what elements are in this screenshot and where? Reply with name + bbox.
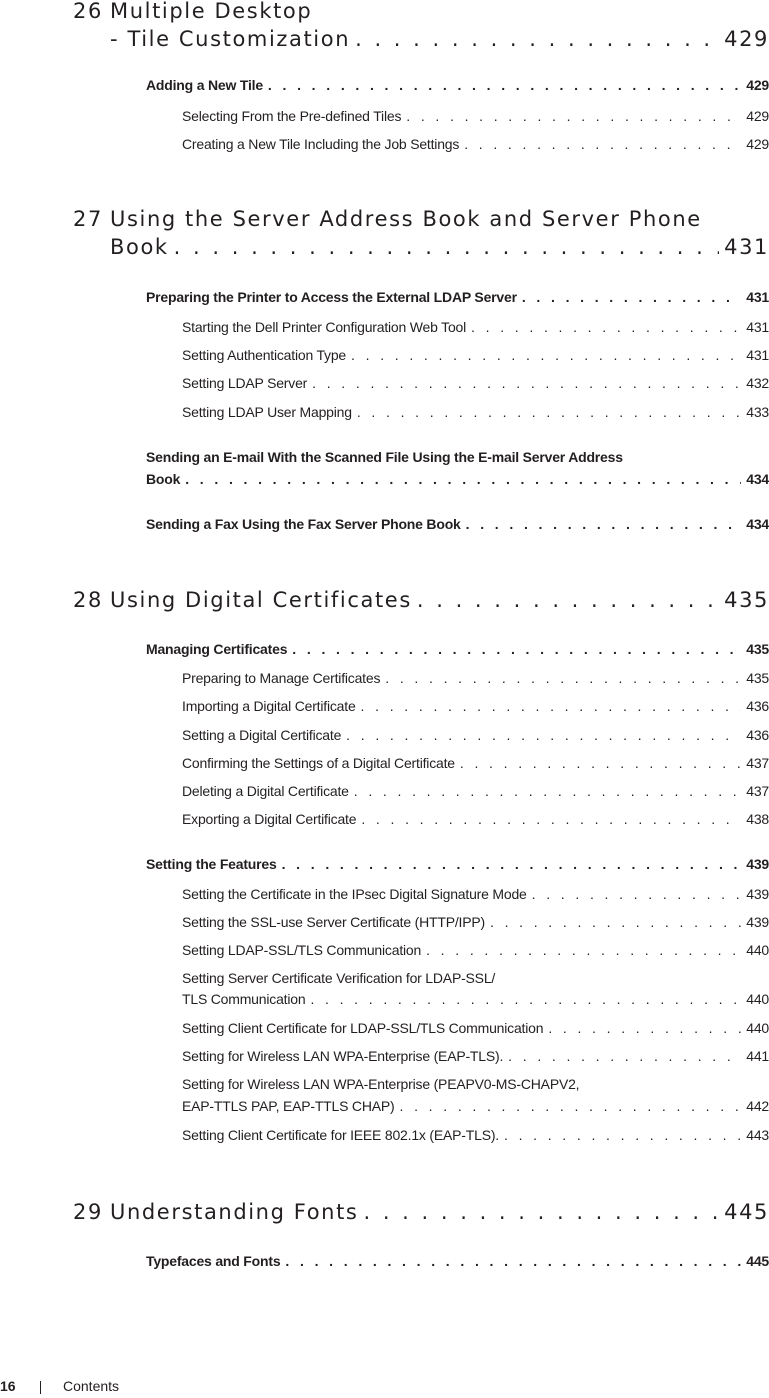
page-number: 429 bbox=[746, 108, 769, 124]
page-number: 443 bbox=[746, 1127, 769, 1143]
toc-subsection-entry[interactable] bbox=[182, 670, 769, 686]
toc-subsection-entry[interactable] bbox=[182, 1127, 769, 1143]
section-title: Managing Certificates bbox=[146, 641, 288, 657]
footer-page-number: 16 bbox=[0, 1378, 16, 1394]
subsection-title: Setting Authentication Type bbox=[182, 347, 347, 363]
page-number: 435 bbox=[746, 670, 769, 686]
page-number: 438 bbox=[746, 811, 769, 827]
toc-chapter-entry[interactable] bbox=[110, 235, 769, 259]
subsection-title: Setting the Certificate in the IPsec Digital Signature Mode bbox=[182, 886, 527, 902]
section-title-line2: Book bbox=[146, 471, 181, 487]
dot-leader bbox=[548, 1020, 741, 1036]
toc-section-entry[interactable] bbox=[146, 77, 769, 93]
dot-leader bbox=[406, 108, 741, 124]
toc-subsection-entry[interactable] bbox=[182, 811, 769, 827]
chapter-number: 27 bbox=[73, 207, 103, 231]
subsection-title: Importing a Digital Certificate bbox=[182, 698, 356, 714]
dot-leader bbox=[185, 471, 741, 487]
page-number: 439 bbox=[746, 886, 769, 902]
toc-subsection-entry[interactable] bbox=[182, 1098, 769, 1114]
toc-subsection-entry[interactable] bbox=[182, 783, 769, 799]
dot-leader bbox=[355, 27, 719, 51]
chapter-title: Understanding Fonts bbox=[110, 1200, 359, 1224]
subsection-title: Setting Client Certificate for LDAP-SSL/TLS Communication bbox=[182, 1020, 544, 1036]
dot-leader bbox=[385, 670, 741, 686]
toc-section-entry[interactable] bbox=[146, 1253, 769, 1269]
section-title: Sending a Fax Using the Fax Server Phone Book bbox=[146, 516, 461, 532]
subsection-title-line1: Setting for Wireless LAN WPA-Enterprise (PEAPV0-MS-CHAPV2, bbox=[182, 1076, 580, 1092]
dot-leader bbox=[285, 1253, 741, 1269]
subsection-title: Creating a New Tile Including the Job Settings bbox=[182, 136, 460, 152]
page-footer bbox=[0, 1378, 300, 1398]
section-title: Adding a New Tile bbox=[146, 77, 263, 93]
subsection-title: Starting the Dell Printer Configuration Web Tool bbox=[182, 319, 467, 335]
dot-leader bbox=[460, 755, 741, 771]
page-number: 431 bbox=[746, 289, 769, 305]
chapter-number: 29 bbox=[73, 1200, 103, 1224]
dot-leader bbox=[351, 347, 741, 363]
toc-subsection-entry[interactable] bbox=[182, 942, 769, 958]
chapter-title: Using Digital Certificates bbox=[110, 588, 412, 612]
subsection-title: Setting LDAP User Mapping bbox=[182, 404, 352, 420]
chapter-title-line1: Using the Server Address Book and Server Phone bbox=[110, 207, 702, 231]
toc-chapter-entry[interactable] bbox=[110, 27, 769, 51]
subsection-title: Preparing to Manage Certificates bbox=[182, 670, 381, 686]
dot-leader bbox=[361, 811, 741, 827]
subsection-title: Selecting From the Pre-defined Tiles bbox=[182, 108, 402, 124]
subsection-title: Setting a Digital Certificate bbox=[182, 727, 342, 743]
toc-chapter-entry[interactable] bbox=[110, 1200, 769, 1224]
toc-subsection-entry[interactable] bbox=[182, 404, 769, 420]
page-number: 437 bbox=[746, 783, 769, 799]
page-number: 431 bbox=[746, 319, 769, 335]
page-number: 437 bbox=[746, 755, 769, 771]
dot-leader bbox=[504, 1127, 741, 1143]
page-number: 434 bbox=[746, 516, 769, 532]
chapter-title-line2: - Tile Customization bbox=[110, 27, 351, 51]
toc-subsection-entry[interactable] bbox=[182, 991, 769, 1007]
page-number: 440 bbox=[746, 942, 769, 958]
page-number: 432 bbox=[746, 375, 769, 391]
subsection-title: Setting LDAP Server bbox=[182, 375, 308, 391]
page-number: 431 bbox=[746, 347, 769, 363]
chapter-title-line2: Book bbox=[110, 235, 169, 259]
dot-leader bbox=[532, 886, 742, 902]
section-title: Preparing the Printer to Access the External LDAP Server bbox=[146, 289, 517, 305]
page-number: 440 bbox=[746, 1020, 769, 1036]
dot-leader bbox=[426, 942, 741, 958]
dot-leader bbox=[471, 319, 741, 335]
page-number: 435 bbox=[724, 588, 769, 612]
subsection-title: Setting Client Certificate for IEEE 802.1x (EAP-TLS). bbox=[182, 1127, 499, 1143]
toc-subsection-entry[interactable] bbox=[182, 1048, 769, 1064]
subsection-title: Deleting a Digital Certificate bbox=[182, 783, 349, 799]
dot-leader bbox=[312, 375, 741, 391]
page-number: 445 bbox=[746, 1253, 769, 1269]
subsection-title: Confirming the Settings of a Digital Certificate bbox=[182, 755, 455, 771]
page-number: 441 bbox=[746, 1048, 769, 1064]
dot-leader bbox=[490, 914, 741, 930]
dot-leader bbox=[292, 641, 741, 657]
dot-leader bbox=[508, 1048, 741, 1064]
dot-leader bbox=[357, 404, 741, 420]
page-number: 429 bbox=[746, 77, 769, 93]
toc-section-entry[interactable] bbox=[146, 856, 769, 872]
toc-subsection-entry[interactable] bbox=[182, 108, 769, 124]
chapter-number: 26 bbox=[73, 0, 103, 23]
dot-leader bbox=[522, 289, 741, 305]
toc-subsection-entry[interactable] bbox=[182, 375, 769, 391]
dot-leader bbox=[268, 77, 741, 93]
chapter-title-line1: Multiple Desktop bbox=[110, 0, 313, 23]
chapter-number: 28 bbox=[73, 588, 103, 612]
dot-leader bbox=[466, 516, 742, 532]
dot-leader bbox=[354, 783, 741, 799]
section-title: Typefaces and Fonts bbox=[146, 1253, 281, 1269]
page-number: 439 bbox=[746, 914, 769, 930]
page-number: 431 bbox=[724, 235, 769, 259]
toc-chapter-entry[interactable] bbox=[110, 588, 769, 612]
section-title: Setting the Features bbox=[146, 856, 277, 872]
page-number: 436 bbox=[746, 698, 769, 714]
dot-leader bbox=[310, 991, 741, 1007]
footer-divider bbox=[40, 1381, 41, 1394]
toc-subsection-entry[interactable] bbox=[182, 914, 769, 930]
toc-subsection-entry[interactable] bbox=[182, 136, 769, 152]
dot-leader bbox=[174, 235, 719, 259]
page-number: 435 bbox=[746, 641, 769, 657]
dot-leader bbox=[400, 1098, 742, 1114]
dot-leader bbox=[346, 727, 741, 743]
section-title-line1: Sending an E-mail With the Scanned File Using the E-mail Server Address bbox=[146, 449, 623, 465]
toc-subsection-entry[interactable] bbox=[182, 319, 769, 335]
subsection-title: Exporting a Digital Certificate bbox=[182, 811, 357, 827]
subsection-title: Setting LDAP-SSL/TLS Communication bbox=[182, 942, 422, 958]
subsection-title-line1: Setting Server Certificate Verification for LDAP-SSL/ bbox=[182, 970, 496, 986]
subsection-title: Setting for Wireless LAN WPA-Enterprise (EAP-TLS). bbox=[182, 1048, 504, 1064]
page-number: 434 bbox=[746, 471, 769, 487]
toc-subsection-entry[interactable] bbox=[182, 886, 769, 902]
page-number: 439 bbox=[746, 856, 769, 872]
toc-section-entry[interactable] bbox=[146, 471, 769, 487]
toc-subsection-entry[interactable] bbox=[182, 727, 769, 743]
dot-leader bbox=[282, 856, 742, 872]
toc-section-entry[interactable] bbox=[146, 289, 769, 305]
dot-leader bbox=[361, 698, 742, 714]
subsection-title: Setting the SSL-use Server Certificate (HTTP/IPP) bbox=[182, 914, 485, 930]
page-number: 429 bbox=[724, 27, 769, 51]
page-number: 440 bbox=[746, 991, 769, 1007]
page-number: 436 bbox=[746, 727, 769, 743]
dot-leader bbox=[464, 136, 741, 152]
page-number: 445 bbox=[724, 1200, 769, 1224]
toc-subsection-entry[interactable] bbox=[182, 1020, 769, 1036]
toc-section-entry[interactable] bbox=[146, 641, 769, 657]
toc-subsection-entry[interactable] bbox=[182, 698, 769, 714]
toc-subsection-entry[interactable] bbox=[182, 347, 769, 363]
toc-section-entry[interactable] bbox=[146, 516, 769, 532]
subsection-title-line2: TLS Communication bbox=[182, 991, 306, 1007]
page-number: 433 bbox=[746, 404, 769, 420]
footer-label: Contents bbox=[63, 1378, 120, 1394]
dot-leader bbox=[417, 588, 719, 612]
page-number: 442 bbox=[746, 1098, 769, 1114]
page-number: 429 bbox=[746, 136, 769, 152]
toc-subsection-entry[interactable] bbox=[182, 755, 769, 771]
dot-leader bbox=[363, 1200, 719, 1224]
subsection-title-line2: EAP-TTLS PAP, EAP-TTLS CHAP) bbox=[182, 1098, 395, 1114]
